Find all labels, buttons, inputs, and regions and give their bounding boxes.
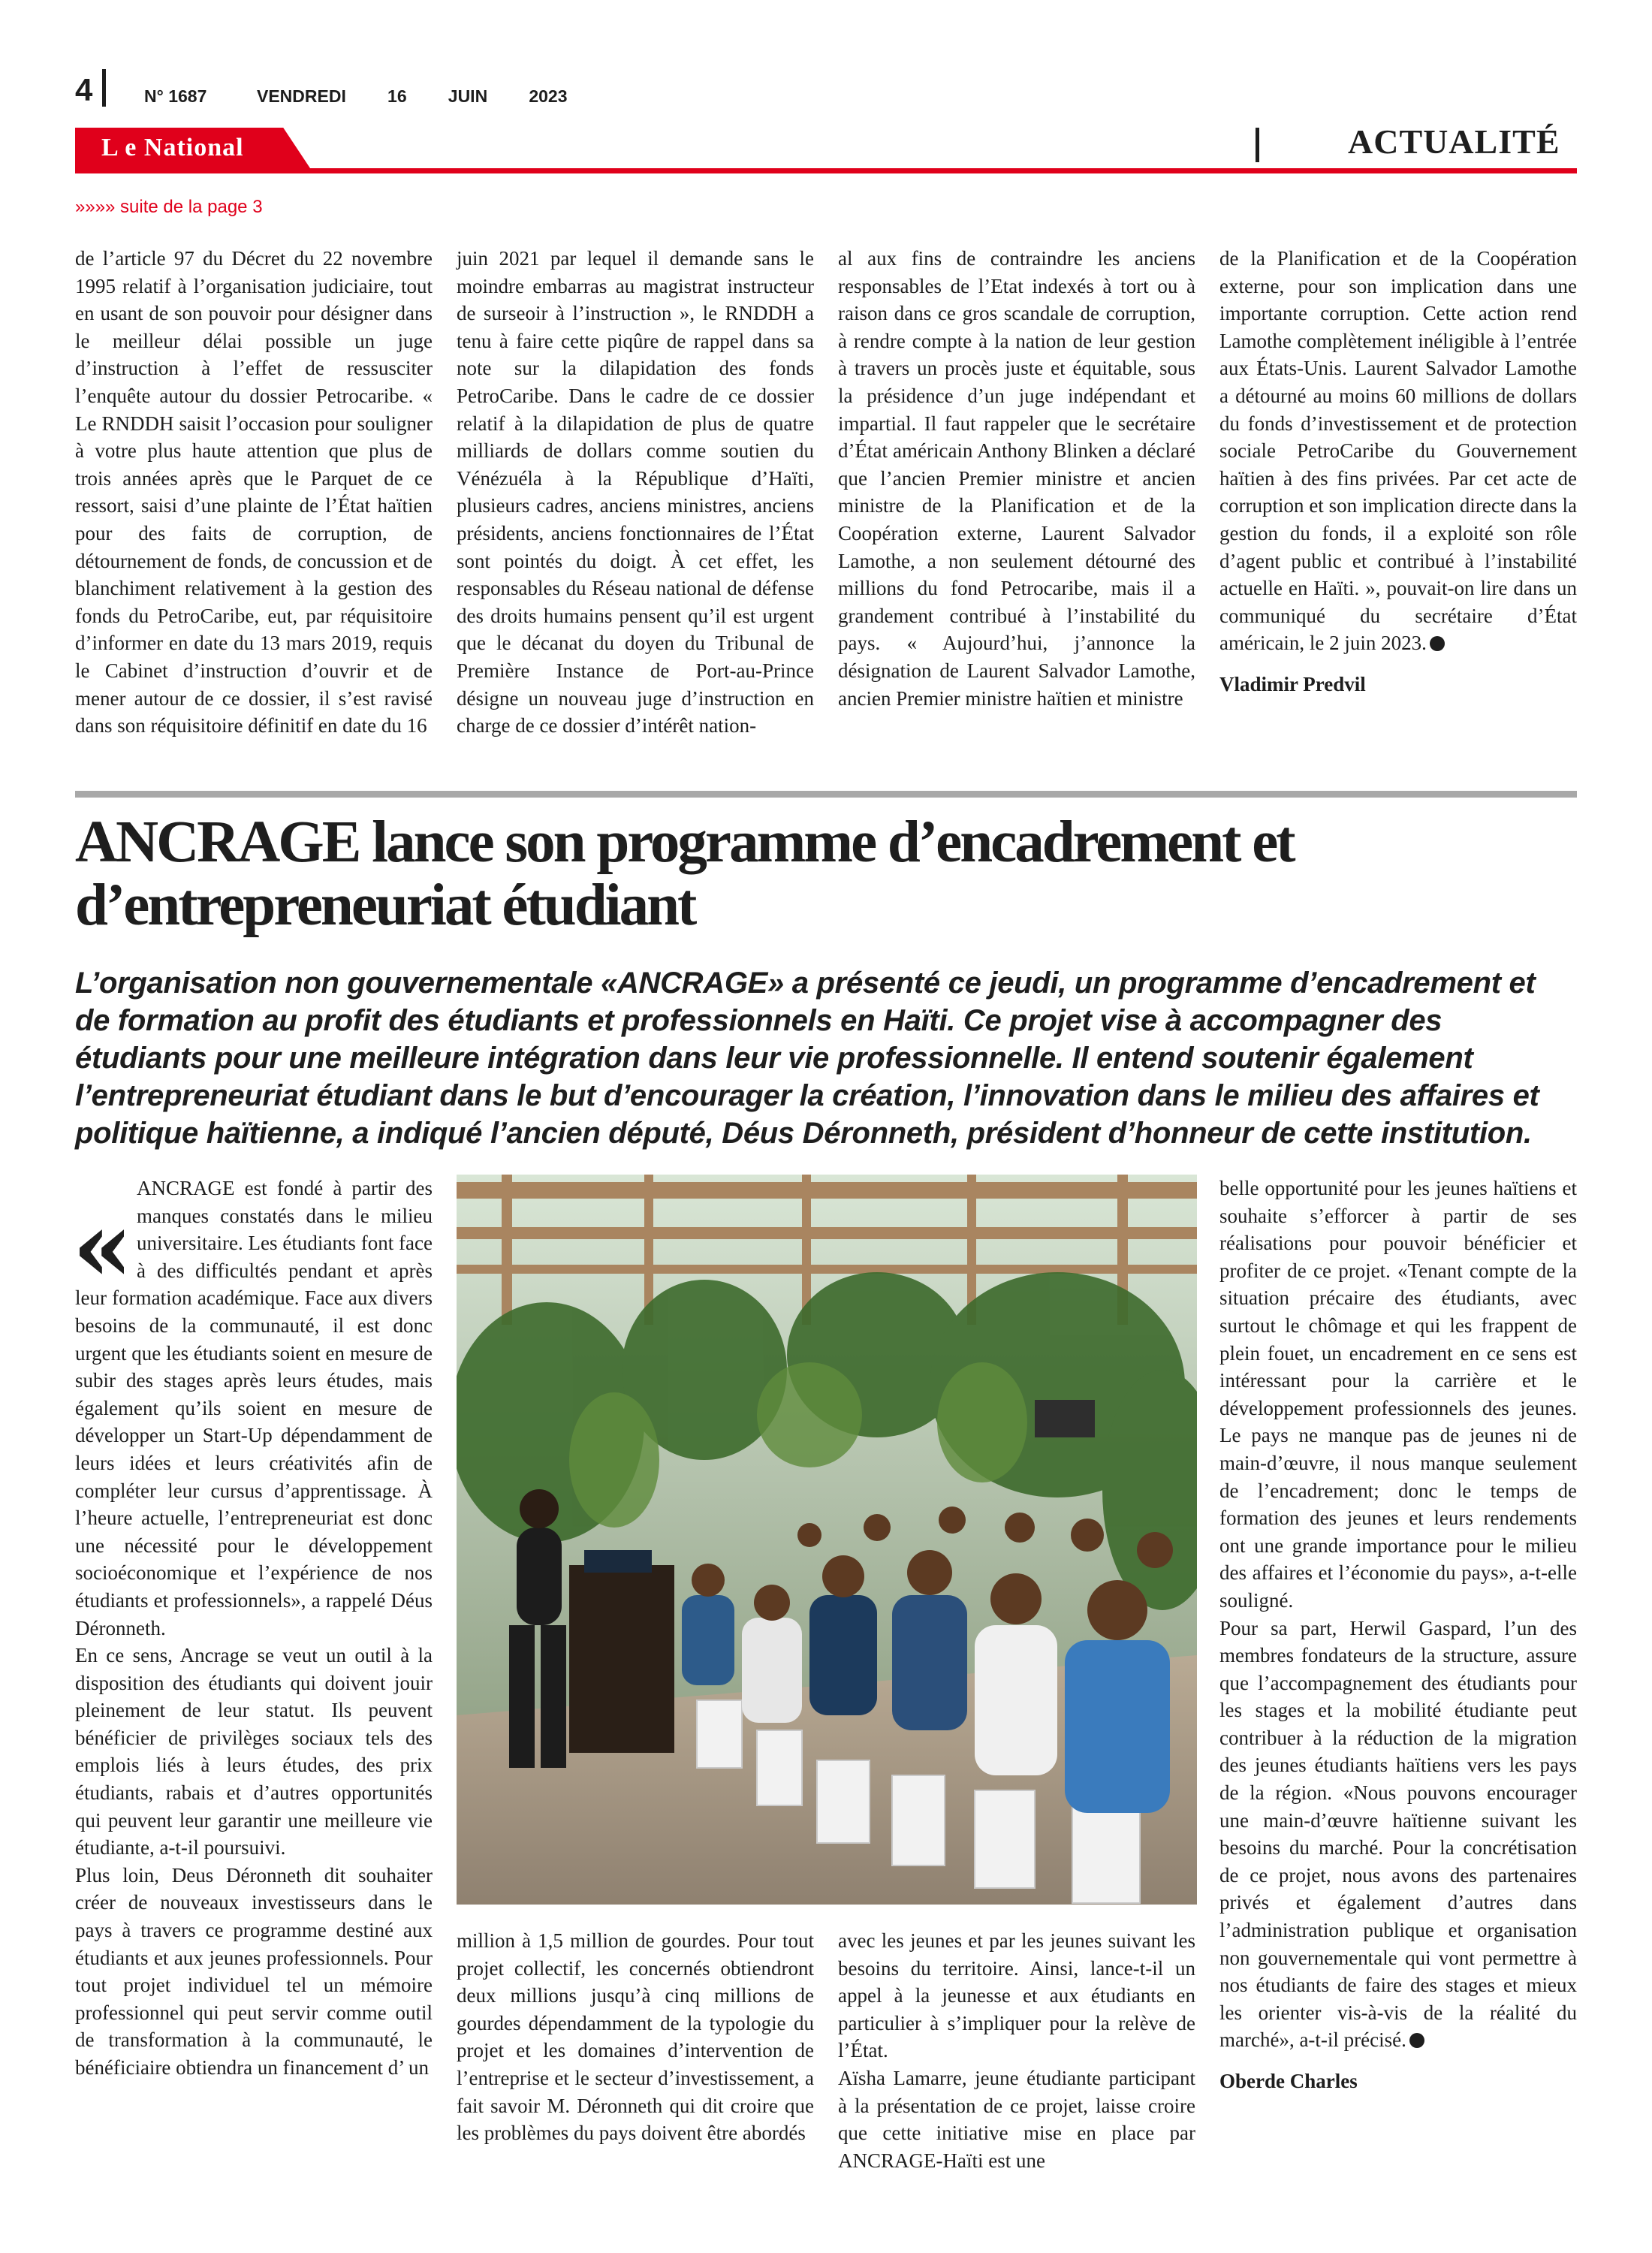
main-article-column-1 (75, 1175, 433, 2082)
header-red-rule (75, 168, 1577, 173)
main-article-text: million à 1,5 million de gourdes. Pour tout projet collectif, les concernés obtiendront deux millions jusqu’à cinq millions de gourdes dépendamment de la typologie du projet et les domaines d’intervention de l’entreprise et le secteur d’investissement, a fait savoir M. Déronneth qui dit croire que les problèmes du pays doivent être abordés (457, 1929, 814, 2145)
main-article-text: Plus loin, Deus Déronneth dit souhaiter créer de nouveaux investisseurs dans le pays à travers ce programme destiné aux étudiants et aux jeunes professionnels. Pour tout projet individuel tel un mémoire professionnel qui peut servir comme outil de transformation à la communauté, le bénéficiaire obtiendra un financement d’ un (75, 1863, 433, 2079)
section-name: ACTUALITÉ (1348, 122, 1560, 161)
main-article-signature: Oberde Charles (1219, 2070, 1358, 2092)
issue-date: VENDREDI 16 JUIN 2023 (257, 86, 568, 106)
main-article-column-2 (457, 1927, 814, 2147)
section-divider (1256, 128, 1259, 162)
main-article-column-4 (1219, 1175, 1577, 2095)
top-article-text: juin 2021 par lequel il demande sans le moindre embarras au magistrat instructeur de surseoir à l’instruction », le RNDDH a tenu à faire cette piqûre de rappel dans sa note sur la dilapidation des fonds PetroCaribe. Dans le cadre de ce dossier relatif à la dilapidation de plus de quatre milliards de dollars comme soutien du Vénézuéla à la République d’Haïti, plusieurs cadres, anciens ministres, anciens présidents, anciens fonctionnaires de l’État sont pointés du doigt. À cet effet, les responsables du Réseau national de défense des droits humains pensent qu’il est urgent que le décanat du doyen du Tribunal de Première Instance de Port-au-Prince désigne un nouveau juge d’instruction en charge de ce dossier d’intérêt nation- (457, 247, 814, 737)
top-article-text: al aux fins de contraindre les anciens responsables de l’Etat indexés à tort ou à raison dans ce gros scandale de corruption, à rendre compte à la nation de leur gestion à travers un procès juste et équitable, sous la présidence d’un juge indépendant et impartial. Il faut rappeler que le secrétaire d’État américain Anthony Blinken a déclaré que l’ancien Premier ministre et ancien ministre de la Planification et de la Coopération externe, Laurent Salvador Lamothe, a non seulement détourné des millions du fond Petrocaribe, mais il a grandement contribué à l’instabilité du pays. « Aujourd’hui, j’annonce la désignation de Laurent Salvador Lamothe, ancien Premier ministre haïtien et ministre (838, 247, 1195, 710)
main-article-text: ANCRAGE est fondé à partir des manques constatés dans le milieu universitaire. Les étudiants font face à des difficultés pendant et après leur formation académique. Face aux divers besoins de la communauté, il est donc urgent que les étudiants soient en mesure de subir des stages après leurs études, mais également qu’ils soient en mesure de développer un Start-Up dépendamment de leurs idées et leurs créativités afin de compléter leur cursus d’apprentissage. À l’heure actuelle, l’entrepreneuriat est donc une nécessité pour le développement socioéconomique et l’expérience de nos étudiants et professionnels», a rappelé Déus Déronneth. (75, 1177, 433, 1639)
main-article-column-3 (838, 1927, 1195, 2174)
top-article-column-3 (838, 245, 1195, 712)
issue-number: N° 1687 (144, 86, 207, 106)
article-lede: L’organisation non gouvernementale «ANCRAGE» a présenté ce jeudi, un programme d’encadrement et de formation au profit des étudiants et professionnels en Haïti. Ce projet vise à accompagner des étudiants pour une meilleure intégration dans leur vie professionnelle. Il entend soutenir également l’entrepreneuriat étudiant dans le but d’encourager la création, l’innovation dans le milieu des affaires et politique haïtienne, a indiqué l’ancien député, Déus Déronneth, président d’honneur de cette institution. (75, 967, 1539, 1150)
page-number-divider (102, 69, 106, 107)
top-article-final-paragraph (1219, 245, 1577, 657)
top-article-column-1 (75, 245, 433, 740)
article-separator (75, 791, 1577, 798)
main-article-text: Pour sa part, Herwil Gaspard, l’un des membres fondateurs de la structure, assure que l’accompagnement des étudiants pour les stages et la mobilité étudiante peut contribuer à la réduction de la migration des jeunes étudiants haïtiens vers les pays de la région. «Nous pouvons encourager une main-d’œuvre haïtienne suivant les besoins du marché. Pour la concrétisation de ce projet, nous avons des partenaires privés et également d’autres dans l’administration publique et organisation non gouvernementale qui vont permettre à nos étudiants de faire des stages et mieux les orienter vis-à-vis de la réalité du marché», a-t-il précisé. (1219, 1616, 1577, 2052)
top-article-text: de l’article 97 du Décret du 22 novembre 1995 relatif à l’organisation judiciaire, tout en usant de son pouvoir pour désigner dans le meilleur délai possible un juge d’instruction à l’effet de ressusciter l’enquête autour du dossier Petrocaribe. « Le RNDDH saisit l’occasion pour souligner à votre plus haute attention que plus de trois années après que le Parquet de ce ressort, saisi d’une plainte de l’État haïtien pour des faits de corruption, de détournement de fonds, de concussion et de blanchiment relativement à la gestion des fonds du PetroCaribe, eut, par réquisitoire d’informer en date du 13 mars 2019, requis le Cabinet d’instruction d’ouvrir et de mener autour de ce dossier, il s’est ravisé dans son réquisitoire définitif en date du 16 (75, 247, 433, 737)
top-article-signature: Vladimir Predvil (1219, 672, 1366, 695)
end-of-article-icon (1409, 2033, 1424, 2048)
main-article-text: Aïsha Lamarre, jeune étudiante participant à la présentation de ce projet, laisse croire que cette initiative mise en place par ANCRAGE-Haïti est une (838, 2066, 1195, 2172)
top-article-column-2 (457, 245, 814, 740)
main-article-final-paragraph (1219, 1615, 1577, 2055)
page-number: 4 (75, 72, 93, 107)
end-of-article-icon (1430, 636, 1445, 651)
main-article-text: belle opportunité pour les jeunes haïtiens et souhaite s’efforcer à partir de ses réalisations pour pouvoir bénéficier et profiter de ce projet. «Tenant compte de la situation précaire des étudiants, avec surtout le chômage et qui les frappent de plein fouet, un encadrement en ce sens est intéressant pour la carrière et le développement professionnels des jeunes. Le pays ne manque pas de jeunes ni de main-d’œuvre, il nous manque seulement de l’encadrement; donc le temps de formation des jeunes et leurs rendements ont une grande importance pour le milieu des affaires et l’économie du pays», a-t-elle souligné. (1219, 1177, 1577, 1612)
article-headline: ANCRAGE lance son programme d’encadrement et d’entrepreneuriat étudiant (75, 810, 1294, 938)
quote-mark-spacer (75, 1175, 137, 1280)
main-article-text: avec les jeunes et par les jeunes suivant les besoins du territoire. Ainsi, lance-t-il un appel à la jeunesse et aux étudiants en particulier à s’impliquer pour la relève de l’État. (838, 1929, 1195, 2062)
article-photo (457, 1175, 1197, 1905)
photo-of-audience-at-presentation-icon (457, 1175, 1197, 1905)
main-article-paragraph (75, 1175, 433, 1642)
top-article-column-4 (1219, 245, 1577, 698)
top-article-text: de la Planification et de la Coopération externe, pour son implication dans une importante corruption. Cette action rend Lamothe complètement inéligible à l’entrée aux États-Unis. Laurent Salvador Lamothe a détourné au moins 60 millions de dollars du fonds d’investissement et de protection sociale PetroCaribe du Gouvernement haïtien à des fins privées. Par cet acte de corruption et son implication directe dans la gestion du fonds, il a exploité son rôle d’agent public et contribué à l’instabilité actuelle en Haïti. », pouvait-on lire dans un communiqué du secrétaire d’État américain, le 2 juin 2023. (1219, 247, 1577, 655)
brand-name: L e National (101, 134, 244, 161)
opening-quote-mark: « (72, 1189, 134, 1304)
main-article-text: En ce sens, Ancrage se veut un outil à la disposition des étudiants qui doivent jouir pleinement de leur statut. Ils peuvent bénéficier de privilèges sociaux tels des emplois liés à leurs études, des prix étudiants, rabais et d’autres opportunités qui peuvent leur garantir une meilleure vie étudiante, a-t-il poursuivi. (75, 1644, 433, 1859)
continued-from-link[interactable]: »»»» suite de la page 3 (75, 197, 263, 217)
